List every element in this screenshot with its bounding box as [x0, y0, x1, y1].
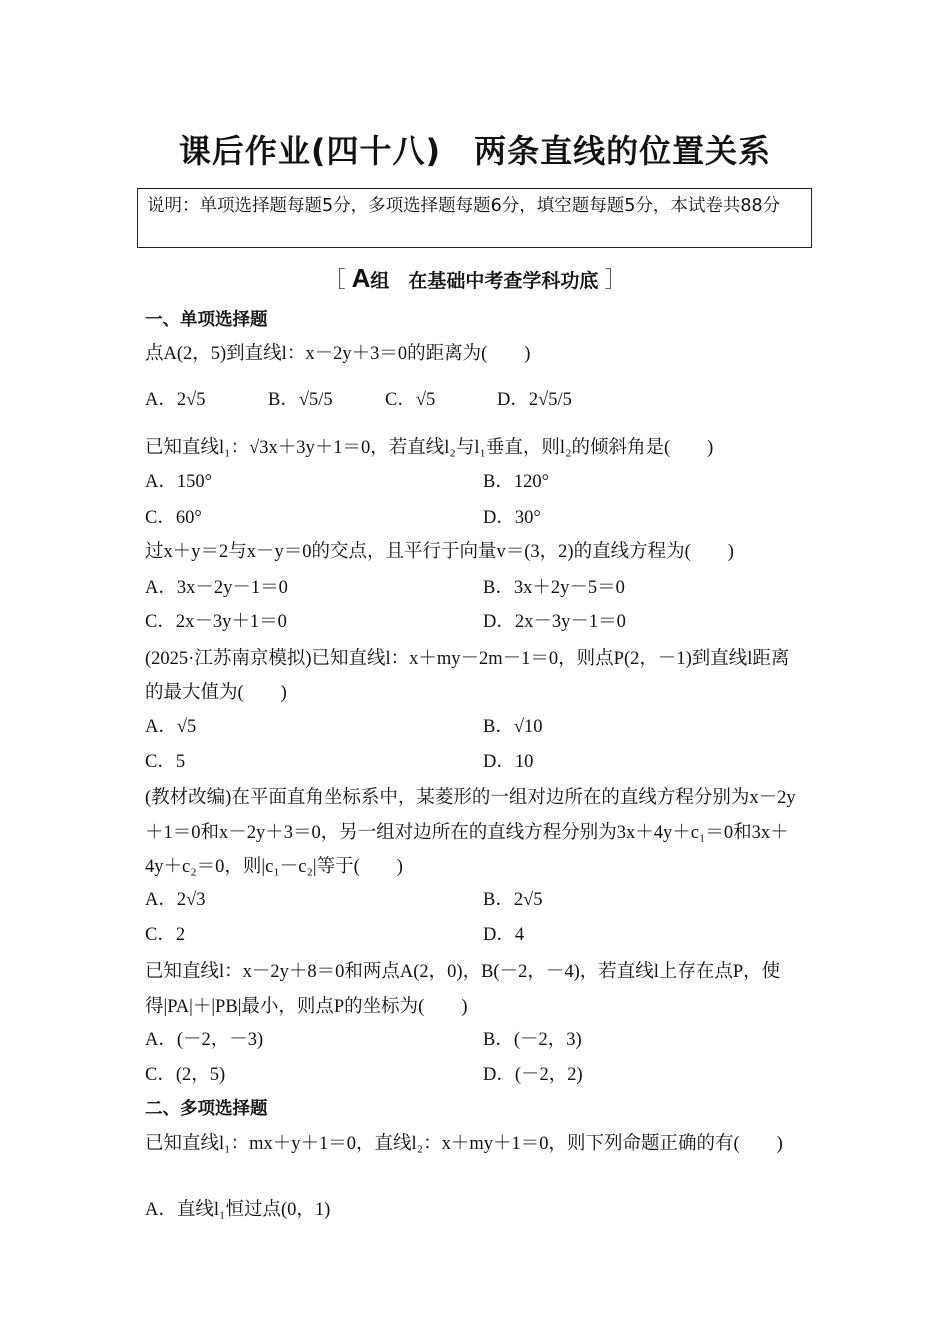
q3-option-b: B．3x＋2y－5＝0: [483, 578, 625, 598]
q4-option-c: C．5: [145, 752, 186, 772]
question-6: 已知直线l：x－2y＋8＝0和两点A(2，0)，B(－2，－4)，若直线l上存在点P，使得|PA|＋|PB|最小，则点P的坐标为( ): [145, 962, 781, 1017]
question-7: 已知直线l₁：mx＋y＋1＝0，直线l₂：x＋my＋1＝0，则下列命题正确的有( ): [145, 1134, 783, 1154]
group-heading: [0, 263, 950, 294]
q5-option-a: A．2√3: [145, 890, 206, 910]
q5-option-d: D．4: [483, 925, 525, 945]
scoring-note: [137, 188, 812, 248]
q4-option-d: D．10: [483, 752, 534, 772]
group-label: 组 在基础中考查学科功底: [370, 270, 599, 292]
page-title: 课后作业(四十八) 两条直线的位置关系: [178, 132, 772, 170]
question-1: 点A(2，5)到直线l：x－2y＋3＝0的距离为( ): [145, 344, 531, 364]
q7-option-a: A．直线l₁恒过点(0，1): [145, 1200, 331, 1220]
q3-option-a: A．3x－2y－1＝0: [145, 578, 288, 598]
q6-option-c: C．(2，5): [145, 1065, 226, 1085]
section-single-choice: 一、单项选择题: [145, 310, 268, 330]
q2-option-c: C．60°: [145, 508, 202, 528]
q1-option-a: A．2√5: [145, 390, 206, 410]
q1-option-d: D．2√5/5: [497, 390, 572, 410]
question-3: 过x＋y＝2与x－y＝0的交点，且平行于向量v＝(3，2)的直线方程为( ): [145, 542, 734, 562]
q3-option-d: D．2x－3y－1＝0: [483, 612, 626, 632]
q2-option-b: B．120°: [483, 472, 549, 492]
q4-option-a: A．√5: [145, 717, 197, 737]
section-multi-choice: 二、多项选择题: [145, 1099, 268, 1119]
scoring-note-text: 说明：单项选择题每题5分，多项选择题每题6分，填空题每题5分，本试卷共88分: [147, 196, 781, 216]
q2-option-d: D．30°: [483, 508, 541, 528]
q6-option-b: B．(－2，3): [483, 1030, 582, 1050]
q5-option-b: B．2√5: [483, 890, 543, 910]
q1-option-c: C．√5: [385, 390, 436, 410]
question-4: (2025·江苏南京模拟)已知直线l：x＋my－2m－1＝0，则点P(2，－1)到直线l距离的最大值为( ): [145, 649, 790, 703]
question-2: 已知直线l₁：√3x＋3y＋1＝0，若直线l₂与l₁垂直，则l₂的倾斜角是( ): [145, 438, 714, 458]
q4-option-b: B．√10: [483, 717, 543, 737]
group-left-bracket: ［: [323, 267, 346, 292]
question-5: (教材改编)在平面直角坐标系中，某菱形的一组对边所在的直线方程分别为x－2y＋1＝0和x－2y＋3＝0，另一组对边所在的直线方程分别为3x＋4y＋c₁＝0和3x＋4y＋c₂＝0，则|c₁－c₂|等于( ): [145, 788, 796, 877]
q6-option-d: D．(－2，2): [483, 1065, 583, 1085]
q1-option-b: B．√5/5: [268, 390, 333, 410]
group-letter: A: [351, 263, 371, 293]
q2-option-a: A．150°: [145, 472, 213, 492]
q3-option-c: C．2x－3y＋1＝0: [145, 612, 287, 632]
q6-option-a: A．(－2，－3): [145, 1030, 264, 1050]
q5-option-c: C．2: [145, 925, 186, 945]
group-right-bracket: ］: [604, 267, 627, 292]
